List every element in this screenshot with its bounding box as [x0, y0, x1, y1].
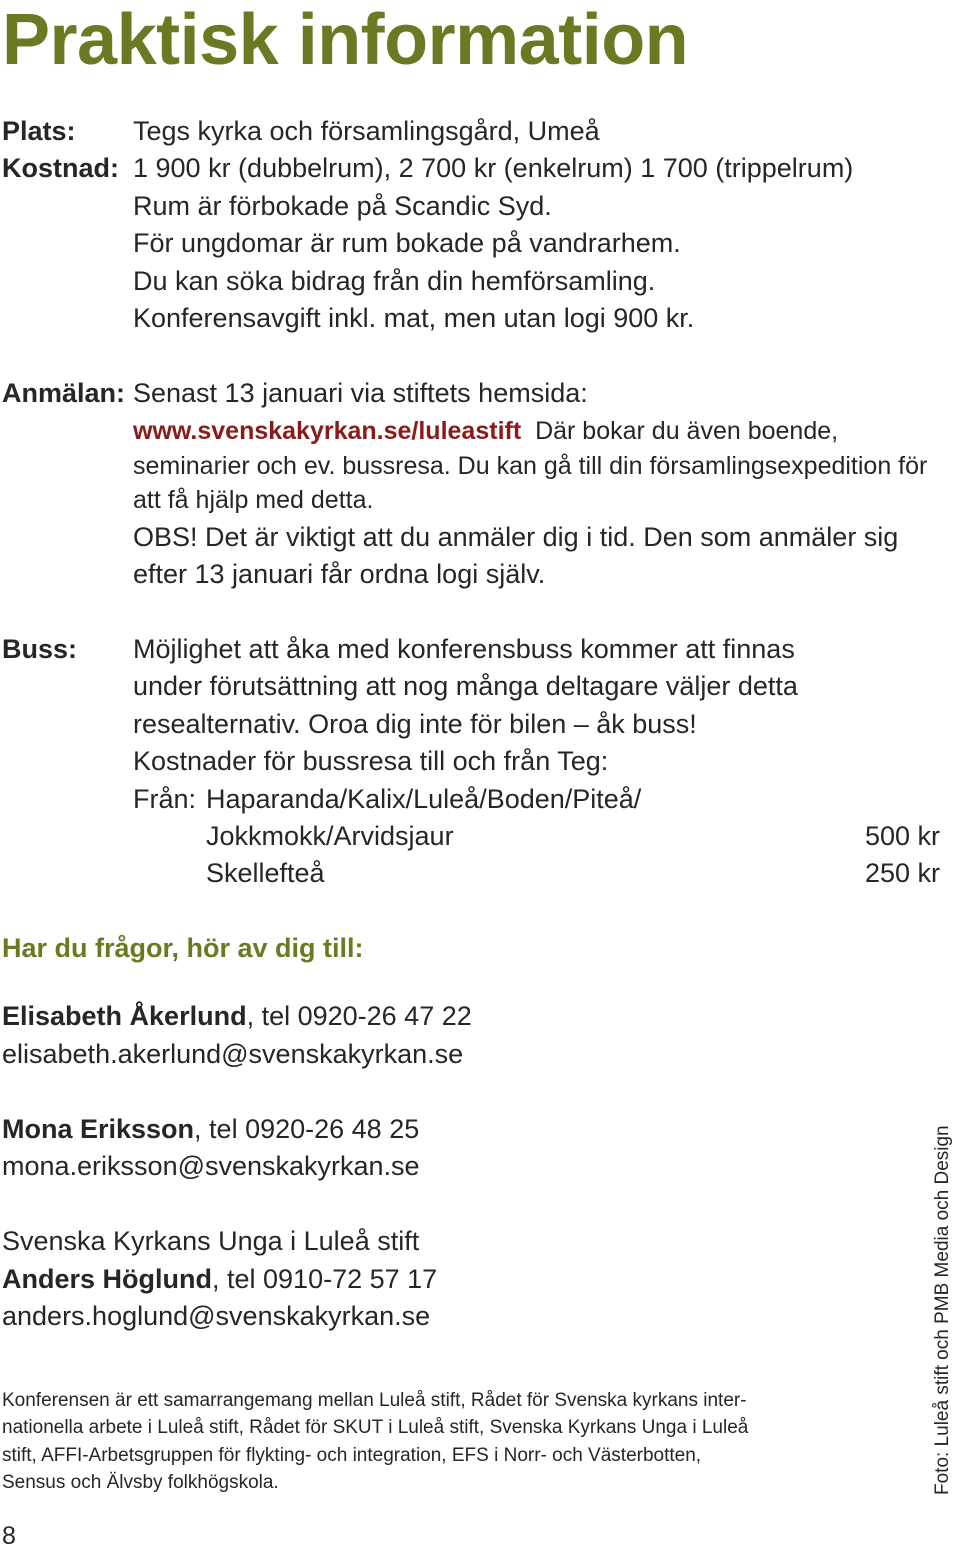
page-number: 8 [2, 1522, 16, 1550]
footnote-line: nationella arbete i Luleå stift, Rådet för SKUT i Luleå stift, Svenska Kyrkans Unga i Luleå [2, 1417, 749, 1438]
kostnad-line: Rum är förbokade på Scandic Syd. [133, 191, 552, 221]
footnote-line: stift, AFFI-Arbetsgruppen för flykting- och integration, EFS i Norr- och Västerbotten, [2, 1445, 702, 1466]
anmalan-line: seminarier och ev. bussresa. Du kan gå till din församlingsexpedition för [133, 452, 928, 480]
buss-line: under förutsättning att nog många deltagare väljer detta [133, 671, 798, 701]
contact-name-line [2, 1111, 419, 1147]
contact-name: Elisabeth Åkerlund [2, 1001, 247, 1031]
anmalan-line: efter 13 januari får ordna logi själv. [133, 559, 546, 589]
footnote-line: Sensus och Älvsby folkhögskola. [2, 1472, 279, 1493]
contact-email[interactable]: anders.hoglund@svenskakyrkan.se [2, 1301, 431, 1331]
footnote-line: Konferensen är ett samarrangemang mellan Luleå stift, Rådet för Svenska kyrkans inter- [2, 1390, 747, 1411]
stift-website-link[interactable]: www.svenskakyrkan.se/luleastift [133, 417, 522, 445]
contact-email[interactable]: mona.eriksson@svenskakyrkan.se [2, 1151, 420, 1181]
buss-label: Buss: [2, 634, 78, 664]
plats-value: Tegs kyrka och församlingsgård, Umeå [133, 116, 600, 146]
contact-email[interactable]: elisabeth.akerlund@svenskakyrkan.se [2, 1039, 464, 1069]
contact-tel: , tel 0920-26 47 22 [246, 1001, 472, 1031]
contact-tel: , tel 0910-72 57 17 [212, 1264, 438, 1294]
contact-name: Mona Eriksson [2, 1114, 195, 1144]
link-after-text: Där bokar du även boende, [535, 417, 839, 445]
anmalan-line: att få hjälp med detta. [133, 486, 374, 514]
kostnad-line: För ungdomar är rum bokade på vandrarhem. [133, 228, 681, 258]
contact-name-line [2, 998, 472, 1034]
route-name: Jokkmokk/Arvidsjaur [206, 821, 454, 851]
anmalan-label: Anmälan: [2, 378, 126, 408]
anmalan-line: Senast 13 januari via stiftets hemsida: [133, 378, 588, 408]
contact-name-line [2, 1261, 437, 1297]
route-price: 250 kr [864, 858, 940, 888]
kostnad-line: Du kan söka bidrag från din hemförsamling. [133, 266, 656, 296]
plats-label: Plats: [2, 116, 76, 146]
kostnad-line: 1 900 kr (dubbelrum), 2 700 kr (enkelrum) 1 700 (trippelrum) [133, 153, 854, 183]
buss-line: Kostnader för bussresa till och från Teg: [133, 746, 609, 776]
page-title: Praktisk information [2, 0, 689, 80]
buss-line: Möjlighet att åka med konferensbuss kommer att finnas [133, 634, 795, 664]
buss-line: resealternativ. Oroa dig inte för bilen – åk buss! [133, 709, 697, 739]
anmalan-line: OBS! Det är viktigt att du anmäler dig i tid. Den som anmäler sig [133, 522, 899, 552]
route-name: Haparanda/Kalix/Luleå/Boden/Piteå/ [206, 784, 642, 814]
fran-label: Från: [133, 784, 197, 814]
anmalan-link-line [133, 414, 838, 448]
contacts-heading: Har du frågor, hör av dig till: [2, 933, 364, 963]
contact-tel: , tel 0920-26 48 25 [194, 1114, 420, 1144]
contact-name: Anders Höglund [2, 1264, 212, 1294]
kostnad-label: Kostnad: [2, 153, 119, 183]
route-name: Skellefteå [206, 858, 325, 888]
kostnad-line: Konferensavgift inkl. mat, men utan logi 900 kr. [133, 303, 695, 333]
route-price: 500 kr [864, 821, 940, 851]
contact-org: Svenska Kyrkans Unga i Luleå stift [2, 1226, 420, 1256]
photo-credit: Foto: Luleå stift och PMB Media och Design [932, 1125, 953, 1495]
